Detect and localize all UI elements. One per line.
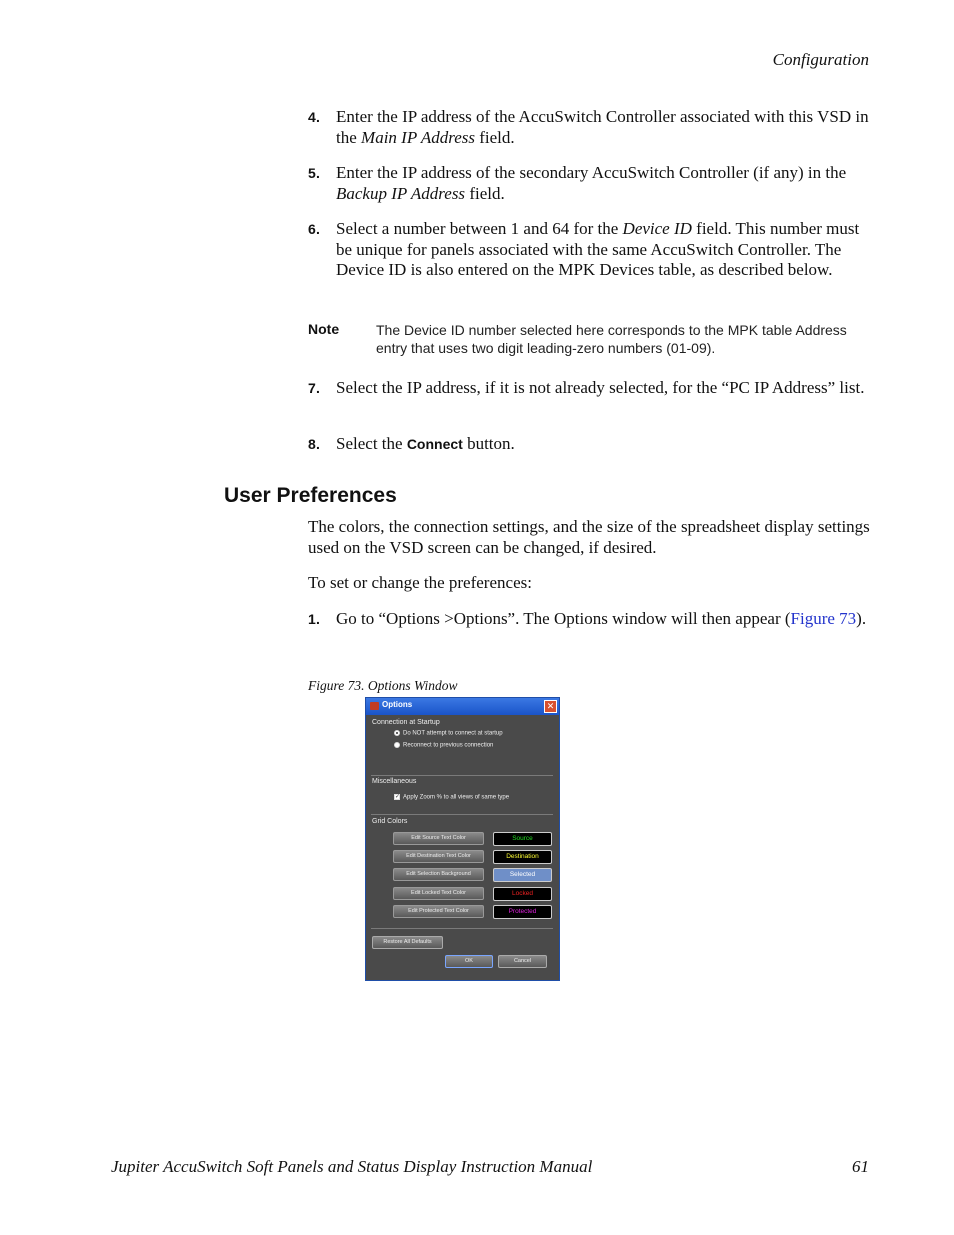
step-1: [308, 609, 873, 630]
step-text: Select the IP address, if it is not already selected, for the “PC IP Address” list.: [336, 378, 865, 397]
app-icon: [370, 702, 379, 710]
step-text: button.: [462, 434, 515, 453]
edit-protected-color-button[interactable]: Edit Protected Text Color: [393, 905, 484, 918]
restore-defaults-button[interactable]: Restore All Defaults: [372, 936, 443, 949]
note-text: The Device ID number selected here corresponds to the MPK table Address entry that uses two digit leading-zero numbers (01-09).: [376, 322, 847, 356]
step-8: [308, 434, 873, 455]
step-number: 1.: [308, 611, 321, 627]
step-7: [308, 378, 873, 399]
field-name: Device ID: [622, 219, 692, 238]
edit-source-color-button[interactable]: Edit Source Text Color: [393, 832, 484, 845]
checkbox-icon[interactable]: ✓: [395, 794, 401, 800]
radio-label: Reconnect to previous connection: [403, 742, 494, 749]
note-label: Note: [308, 321, 340, 337]
options-window: [365, 697, 560, 981]
edit-locked-color-button[interactable]: Edit Locked Text Color: [393, 887, 484, 900]
radio-reconnect[interactable]: [394, 742, 493, 749]
ok-button[interactable]: OK: [445, 955, 493, 968]
radio-icon[interactable]: [394, 730, 400, 736]
radio-label: Do NOT attempt to connect at startup: [403, 730, 503, 737]
connection-section-label: Connection at Startup: [372, 719, 440, 726]
step-text: Enter the IP address of the secondary AccuSwitch Controller (if any) in the: [336, 163, 847, 182]
destination-swatch: Destination: [493, 850, 552, 864]
step-4: [308, 107, 873, 148]
step-number: 7.: [308, 380, 321, 396]
window-title: Options: [382, 700, 413, 709]
locked-swatch: Locked: [493, 887, 552, 901]
radio-icon[interactable]: [394, 742, 400, 748]
grid-colors-label: Grid Colors: [372, 818, 408, 825]
intro-paragraph: The colors, the connection settings, and the size of the spreadsheet display settings used on the VSD screen can be changed, if desired.: [308, 517, 870, 557]
running-header: Configuration: [772, 50, 869, 69]
step-number: 5.: [308, 165, 321, 181]
step-text: field.: [475, 127, 515, 147]
divider: [371, 814, 553, 815]
step-5: [308, 163, 873, 204]
step-text: field. This number must be unique for panels associated with the same AccuSwitch Controller. The Device ID is also entered on the MPK Devices table, as described below.: [336, 219, 860, 279]
radio-no-connect[interactable]: [394, 730, 503, 737]
step-text: field.: [465, 183, 505, 203]
page-number: 61: [852, 1157, 869, 1176]
step-text: Select the: [336, 434, 407, 453]
figure-link[interactable]: Figure 73: [790, 609, 857, 628]
connect-button-ref: Connect: [406, 436, 463, 452]
figure-caption: Figure 73. Options Window: [308, 678, 458, 693]
field-name: Backup IP Address: [336, 183, 466, 203]
field-name: Main IP Address: [361, 127, 475, 147]
checkbox-label: Apply Zoom % to all views of same type: [403, 794, 510, 801]
step-6: [308, 219, 873, 281]
cancel-button[interactable]: Cancel: [498, 955, 547, 968]
instruction-paragraph: To set or change the preferences:: [308, 573, 532, 592]
step-number: 6.: [308, 221, 321, 237]
close-icon[interactable]: ✕: [544, 700, 557, 713]
step-number: 4.: [308, 109, 321, 125]
divider: [371, 775, 553, 776]
step-text: Select a number between 1 and 64 for the: [336, 219, 623, 238]
step-text: Go to “Options >Options”. The Options window will then appear (: [336, 609, 791, 628]
misc-section-label: Miscellaneous: [372, 778, 417, 785]
divider: [371, 928, 553, 929]
selected-swatch: Selected: [493, 868, 552, 882]
edit-selection-background-button[interactable]: Edit Selection Background: [393, 868, 484, 881]
step-number: 8.: [308, 436, 321, 452]
footer-title: Jupiter AccuSwitch Soft Panels and Status Display Instruction Manual: [111, 1157, 593, 1176]
source-swatch: Source: [493, 832, 552, 846]
section-heading: User Preferences: [224, 484, 397, 507]
edit-destination-color-button[interactable]: Edit Destination Text Color: [393, 850, 484, 863]
protected-swatch: Protected: [493, 905, 552, 919]
step-text: ).: [856, 609, 867, 628]
title-bar[interactable]: [366, 698, 559, 715]
step-text: Enter the IP address of the AccuSwitch Controller associated with this VSD in the: [336, 107, 869, 147]
apply-zoom-checkbox[interactable]: [394, 794, 509, 801]
